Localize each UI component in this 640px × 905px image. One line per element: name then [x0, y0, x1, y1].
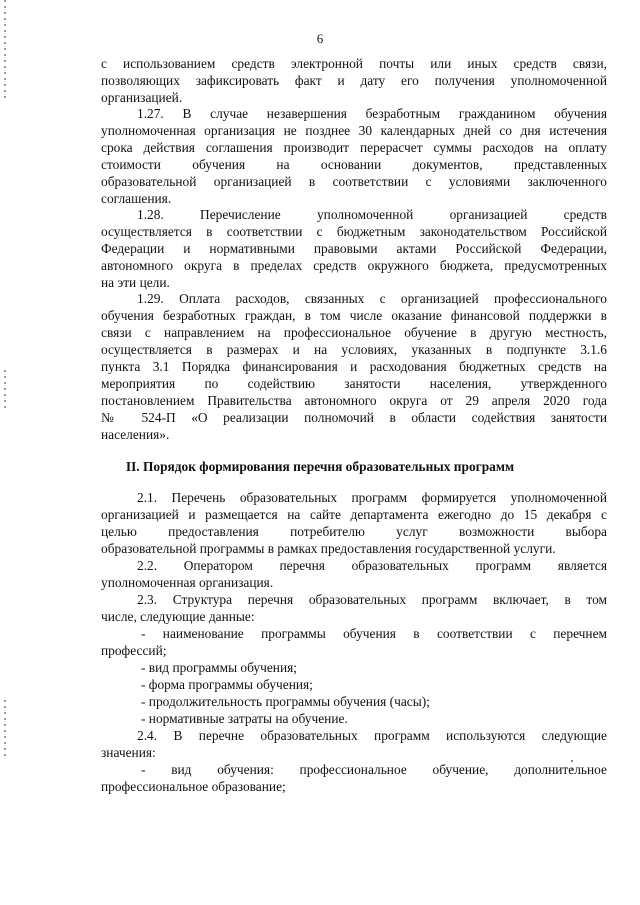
scan-edge-mark [4, 370, 6, 410]
text-line: осуществляется в соответствии с бюджетным законодательством Российской [101, 224, 607, 239]
list-item: - форма программы обучения; [141, 677, 313, 692]
section-heading: II. Порядок формирования перечня образовательных программ [125, 459, 515, 474]
scan-edge-mark [4, 700, 6, 760]
paragraph-1-29: 1.29. Оплата расходов, связанных с организацией профессионального [137, 291, 607, 306]
text-line: организацией и размещается на сайте департамента ежегодно до 15 декабря с [101, 507, 607, 522]
paragraph-1-27: 1.27. В случае незавершения безработным гражданином обучения [137, 106, 607, 121]
text-line: постановлением Правительства автономного округа от 29 апреля 2020 года [101, 393, 607, 408]
paragraph-2-4: 2.4. В перечне образовательных программ используются следующие [137, 728, 607, 743]
text-line: срока действия соглашения производит перерасчет суммы расходов на оплату [101, 140, 607, 155]
text-line: стоимости обучения на основании документов, представленных [101, 157, 607, 172]
text-line: на эти цели. [101, 275, 170, 290]
scan-edge-mark [4, 0, 6, 100]
text-line: с использованием средств электронной почты или иных средств связи, [101, 56, 607, 71]
text-line: обучения безработных граждан, в том числе оказание финансовой поддержки в [101, 308, 607, 323]
text-line: соглашения. [101, 191, 172, 206]
list-item: - вид обучения: профессиональное обучение, дополнительное [141, 762, 607, 777]
text-line: профессий; [101, 643, 167, 658]
text-line: уполномоченная организация. [101, 575, 274, 590]
list-item: - наименование программы обучения в соответствии с перечнем [141, 626, 607, 641]
text-line: профессиональное образование; [101, 779, 286, 794]
text-line: числе, следующие данные: [101, 609, 255, 624]
list-item: - продолжительность программы обучения (часы); [141, 694, 430, 709]
text-line: образовательной организацией в соответствии с условиями заключенного [101, 174, 607, 189]
text-line: позволяющих зафиксировать факт и дату его получения уполномоченной [101, 73, 607, 88]
paragraph-2-3: 2.3. Структура перечня образовательных программ включает, в том [137, 592, 607, 607]
list-item: - вид программы обучения; [141, 660, 298, 675]
text-line: Федерации и нормативными правовыми актами Российской Федерации, [101, 241, 607, 256]
text-line: целью предоставления потребителю услуг возможности выбора [101, 524, 607, 539]
text-line: осуществляется в размерах и на условиях, указанных в подпункте 3.1.6 [101, 342, 607, 357]
text-line: связи с направлением на профессиональное обучение в другую местность, [101, 325, 607, 340]
text-line: № 524-П «О реализации полномочий в области содействия занятости [101, 410, 607, 425]
text-line: населения». [101, 427, 170, 442]
text-line: пункта 3.1 Порядка финансирования и расходования бюджетных средств на [101, 359, 607, 374]
list-item: - нормативные затраты на обучение. [141, 711, 348, 726]
text-line: уполномоченная организация не позднее 30 календарных дней со дня истечения [101, 123, 607, 138]
page-number: 6 [316, 31, 324, 46]
text-line: образовательной программы в рамках предоставления государственной услуги. [101, 541, 556, 556]
text-line: автономного округа в пределах средств окружного бюджета, предусмотренных [101, 258, 607, 273]
text-line: значения: [101, 745, 156, 760]
paragraph-2-1: 2.1. Перечень образовательных программ формируется уполномоченной [137, 490, 607, 505]
paragraph-1-28: 1.28. Перечисление уполномоченной организацией средств [137, 207, 607, 222]
text-line: мероприятия по содействию занятости населения, утвержденного [101, 376, 607, 391]
paragraph-2-2: 2.2. Оператором перечня образовательных программ является [137, 558, 607, 573]
text-line: организацией. [101, 90, 183, 105]
